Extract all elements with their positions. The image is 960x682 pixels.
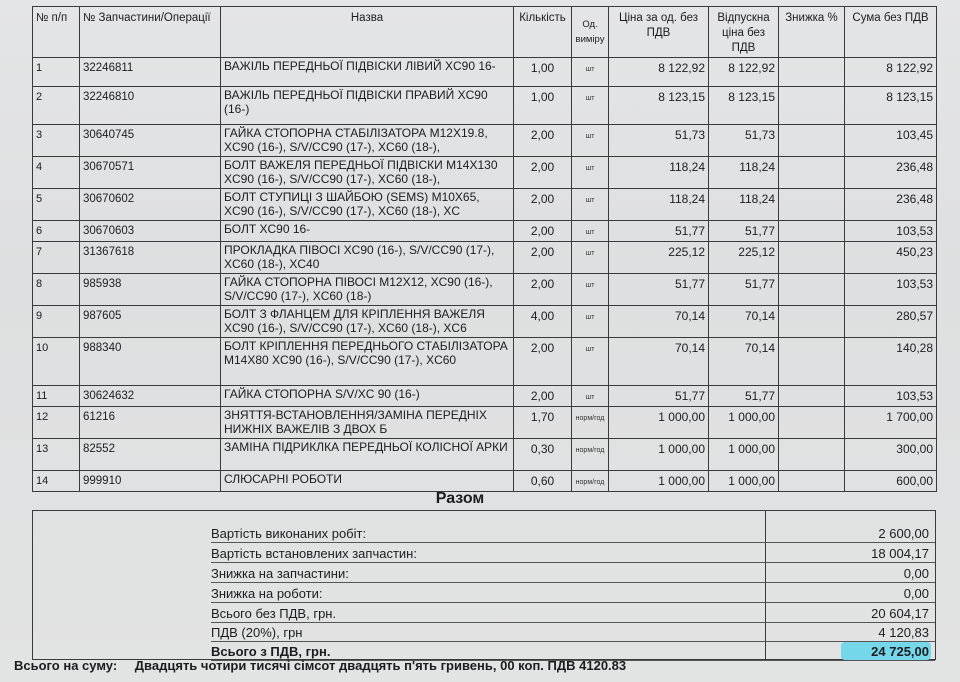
cell-price: 1 000,00 — [609, 407, 709, 439]
table-row — [33, 471, 937, 492]
totals-label: Знижка на запчастини: — [211, 566, 349, 581]
cell-discount — [779, 407, 845, 439]
cell-code: 32246811 — [80, 58, 221, 87]
table-row — [33, 439, 937, 471]
cell-no: 3 — [33, 125, 80, 157]
cell-unit: шт — [572, 157, 609, 189]
cell-sum: 140,28 — [845, 338, 937, 386]
cell-discount — [779, 274, 845, 306]
cell-code: 30670571 — [80, 157, 221, 189]
cell-unit: шт — [572, 125, 609, 157]
totals-value: 20 604,17 — [871, 606, 929, 621]
cell-sale-price: 8 122,92 — [709, 58, 779, 87]
cell-name: ЗАМІНА ПІДРИКЛКА ПЕРЕДНЬОЇ КОЛІСНОЇ АРКИ — [221, 439, 514, 471]
totals-value: 0,00 — [903, 586, 929, 601]
cell-price: 225,12 — [609, 242, 709, 274]
cell-name: БОЛТ XC90 16- — [221, 221, 514, 242]
totals-title: Разом — [435, 490, 485, 507]
cell-no: 2 — [33, 87, 80, 125]
cell-no: 14 — [33, 471, 80, 492]
cell-sum: 103,53 — [845, 274, 937, 306]
cell-sale-price: 70,14 — [709, 338, 779, 386]
cell-discount — [779, 157, 845, 189]
cell-qty: 2,00 — [514, 338, 572, 386]
cell-price: 51,73 — [609, 125, 709, 157]
cell-code: 32246810 — [80, 87, 221, 125]
cell-name: ВАЖІЛЬ ПЕРЕДНЬОЇ ПІДВІСКИ ЛІВИЙ XC90 16- — [221, 58, 514, 87]
cell-unit: шт — [572, 189, 609, 221]
cell-qty: 4,00 — [514, 306, 572, 338]
table-row — [33, 58, 937, 87]
cell-sale-price: 118,24 — [709, 189, 779, 221]
cell-sum: 1 700,00 — [845, 407, 937, 439]
table-row — [33, 189, 937, 221]
cell-discount — [779, 87, 845, 125]
cell-price: 70,14 — [609, 338, 709, 386]
cell-name: ПРОКЛАДКА ПІВОСІ XC90 (16-), S/V/CC90 (17-), XC60 (18-), XC40 — [221, 242, 514, 274]
cell-sum: 236,48 — [845, 189, 937, 221]
totals-label: Вартість виконаних робіт: — [211, 526, 367, 541]
cell-unit: шт — [572, 306, 609, 338]
cell-code: 987605 — [80, 306, 221, 338]
cell-price: 51,77 — [609, 386, 709, 407]
header-price: Ціна за од. без ПДВ — [609, 7, 709, 58]
cell-sum: 450,23 — [845, 242, 937, 274]
cell-unit: шт — [572, 386, 609, 407]
cell-price: 1 000,00 — [609, 471, 709, 492]
cell-no: 7 — [33, 242, 80, 274]
cell-price: 118,24 — [609, 189, 709, 221]
table-row — [33, 306, 937, 338]
header-qty: Кількість — [514, 7, 572, 58]
cell-qty: 1,00 — [514, 58, 572, 87]
cell-no: 6 — [33, 221, 80, 242]
cell-unit: шт — [572, 87, 609, 125]
cell-unit: шт — [572, 274, 609, 306]
totals-row — [211, 605, 935, 623]
totals-value: 4 120,83 — [878, 625, 929, 640]
totals-underline — [211, 622, 935, 623]
totals-label: ПДВ (20%), грн — [211, 625, 303, 640]
header-sale-price: Відпускна ціна без ПДВ — [709, 7, 779, 58]
cell-no: 10 — [33, 338, 80, 386]
table-row — [33, 242, 937, 274]
cell-sale-price: 51,77 — [709, 386, 779, 407]
totals-value: 18 004,17 — [871, 546, 929, 561]
table-header-row — [33, 7, 937, 58]
table-row — [33, 157, 937, 189]
cell-unit: норм/год — [572, 471, 609, 492]
cell-sum: 8 122,92 — [845, 58, 937, 87]
cell-name: БОЛТ З ФЛАНЦЕМ ДЛЯ КРІПЛЕННЯ ВАЖЕЛЯ XC90 (16-), S/V/CC90 (17-), XC60 (18-), XC6 — [221, 306, 514, 338]
cell-no: 8 — [33, 274, 80, 306]
cell-unit: шт — [572, 338, 609, 386]
totals-value: 2 600,00 — [878, 526, 929, 541]
items-body — [33, 58, 937, 492]
cell-qty: 2,00 — [514, 189, 572, 221]
totals-underline — [211, 582, 935, 583]
cell-qty: 2,00 — [514, 242, 572, 274]
table-row — [33, 407, 937, 439]
cell-discount — [779, 242, 845, 274]
header-discount: Знижка % — [779, 7, 845, 58]
cell-qty: 2,00 — [514, 221, 572, 242]
cell-unit: норм/год — [572, 439, 609, 471]
cell-name: БОЛТ КРІПЛЕННЯ ПЕРЕДНЬОГО СТАБІЛІЗАТОРА M14X80 XC90 (16-), S/V/CC90 (17-), XC60 — [221, 338, 514, 386]
cell-discount — [779, 306, 845, 338]
cell-sale-price: 51,77 — [709, 221, 779, 242]
cell-discount — [779, 189, 845, 221]
table-row — [33, 125, 937, 157]
cell-price: 51,77 — [609, 221, 709, 242]
cell-sum: 103,53 — [845, 386, 937, 407]
cell-name: БОЛТ СТУПИЦІ З ШАЙБОЮ (SEMS) M10X65, XC90 (16-), S/V/CC90 (17-), XC60 (18-), XC — [221, 189, 514, 221]
totals-row — [211, 624, 935, 642]
cell-sale-price: 225,12 — [709, 242, 779, 274]
totals-value: 24 725,00 — [871, 644, 929, 659]
cell-name: ГАЙКА СТОПОРНА ПІВОСІ M12X12, XC90 (16-), S/V/CC90 (17-), XC60 (18-) — [221, 274, 514, 306]
totals-row — [211, 545, 935, 563]
header-no: № п/п — [33, 7, 80, 58]
cell-qty: 0,30 — [514, 439, 572, 471]
cell-sale-price: 51,73 — [709, 125, 779, 157]
cell-code: 61216 — [80, 407, 221, 439]
cell-code: 82552 — [80, 439, 221, 471]
cell-name: БОЛТ ВАЖЕЛЯ ПЕРЕДНЬОЇ ПІДВІСКИ M14X130 XC90 (16-), S/V/CC90 (17-), XC60 (18-), — [221, 157, 514, 189]
cell-discount — [779, 439, 845, 471]
totals-underline — [211, 562, 935, 563]
cell-sale-price: 1 000,00 — [709, 439, 779, 471]
cell-discount — [779, 386, 845, 407]
cell-code: 999910 — [80, 471, 221, 492]
cell-no: 11 — [33, 386, 80, 407]
cell-unit: шт — [572, 221, 609, 242]
cell-no: 4 — [33, 157, 80, 189]
cell-discount — [779, 221, 845, 242]
cell-qty: 2,00 — [514, 125, 572, 157]
cell-qty: 2,00 — [514, 157, 572, 189]
cell-sum: 300,00 — [845, 439, 937, 471]
cell-no: 1 — [33, 58, 80, 87]
cell-unit: шт — [572, 58, 609, 87]
header-sum: Сума без ПДВ — [845, 7, 937, 58]
cell-discount — [779, 125, 845, 157]
cell-price: 70,14 — [609, 306, 709, 338]
table-row — [33, 386, 937, 407]
header-name: Назва — [221, 7, 514, 58]
cell-sale-price: 70,14 — [709, 306, 779, 338]
cell-qty: 1,00 — [514, 87, 572, 125]
cell-name: ГАЙКА СТОПОРНА S/V/XC 90 (16-) — [221, 386, 514, 407]
totals-box — [32, 510, 936, 660]
cell-sum: 280,57 — [845, 306, 937, 338]
totals-label: Всього без ПДВ, грн. — [211, 606, 337, 621]
cell-sale-price: 8 123,15 — [709, 87, 779, 125]
cell-sum: 103,45 — [845, 125, 937, 157]
totals-label: Знижка на роботи: — [211, 586, 323, 601]
cell-discount — [779, 338, 845, 386]
totals-value: 0,00 — [903, 566, 929, 581]
cell-price: 51,77 — [609, 274, 709, 306]
items-table — [32, 6, 937, 492]
cell-price: 8 122,92 — [609, 58, 709, 87]
cell-qty: 2,00 — [514, 274, 572, 306]
cell-sum: 103,53 — [845, 221, 937, 242]
cell-code: 988340 — [80, 338, 221, 386]
totals-underline — [211, 542, 935, 543]
cell-name: СЛЮСАРНІ РОБОТИ — [221, 471, 514, 492]
cell-code: 30670603 — [80, 221, 221, 242]
sum-in-words-label: Всього на суму: — [14, 658, 118, 673]
cell-unit: норм/год — [572, 407, 609, 439]
cell-sale-price: 1 000,00 — [709, 471, 779, 492]
cell-sum: 236,48 — [845, 157, 937, 189]
cell-sum: 8 123,15 — [845, 87, 937, 125]
cell-qty: 2,00 — [514, 386, 572, 407]
totals-underline — [211, 641, 935, 642]
totals-label: Всього з ПДВ, грн. — [211, 644, 331, 659]
cell-sale-price: 51,77 — [709, 274, 779, 306]
cell-code: 30670602 — [80, 189, 221, 221]
cell-no: 9 — [33, 306, 80, 338]
cell-sale-price: 1 000,00 — [709, 407, 779, 439]
table-row — [33, 274, 937, 306]
table-row — [33, 338, 937, 386]
cell-no: 12 — [33, 407, 80, 439]
cell-no: 5 — [33, 189, 80, 221]
table-row — [33, 221, 937, 242]
sum-in-words-text: Двадцять чотири тисячі сімсот двадцять п'ять гривень, 00 коп. ПДВ 4120.83 — [134, 658, 627, 673]
totals-row — [211, 585, 935, 603]
totals-row — [211, 525, 935, 543]
totals-row — [211, 565, 935, 583]
header-unit: Од. виміру — [572, 7, 609, 58]
sum-in-words — [14, 658, 944, 673]
cell-name: ГАЙКА СТОПОРНА СТАБІЛІЗАТОРА M12X19.8, XC90 (16-), S/V/CC90 (17-), XC60 (18-), — [221, 125, 514, 157]
cell-discount — [779, 471, 845, 492]
cell-name: ЗНЯТТЯ-ВСТАНОВЛЕННЯ/ЗАМІНА ПЕРЕДНІХ НИЖНІХ ВАЖЕЛІВ З ДВОХ Б — [221, 407, 514, 439]
cell-price: 1 000,00 — [609, 439, 709, 471]
cell-code: 31367618 — [80, 242, 221, 274]
cell-price: 118,24 — [609, 157, 709, 189]
cell-sum: 600,00 — [845, 471, 937, 492]
cell-unit: шт — [572, 242, 609, 274]
cell-code: 30624632 — [80, 386, 221, 407]
table-row — [33, 87, 937, 125]
cell-discount — [779, 58, 845, 87]
cell-code: 985938 — [80, 274, 221, 306]
cell-code: 30640745 — [80, 125, 221, 157]
cell-name: ВАЖІЛЬ ПЕРЕДНЬОЇ ПІДВІСКИ ПРАВИЙ XC90 (16-) — [221, 87, 514, 125]
cell-no: 13 — [33, 439, 80, 471]
cell-qty: 0,60 — [514, 471, 572, 492]
header-code: № Запчастини/Операції — [80, 7, 221, 58]
cell-qty: 1,70 — [514, 407, 572, 439]
totals-label: Вартість встановлених запчастин: — [211, 546, 417, 561]
totals-underline — [211, 602, 935, 603]
cell-sale-price: 118,24 — [709, 157, 779, 189]
cell-price: 8 123,15 — [609, 87, 709, 125]
